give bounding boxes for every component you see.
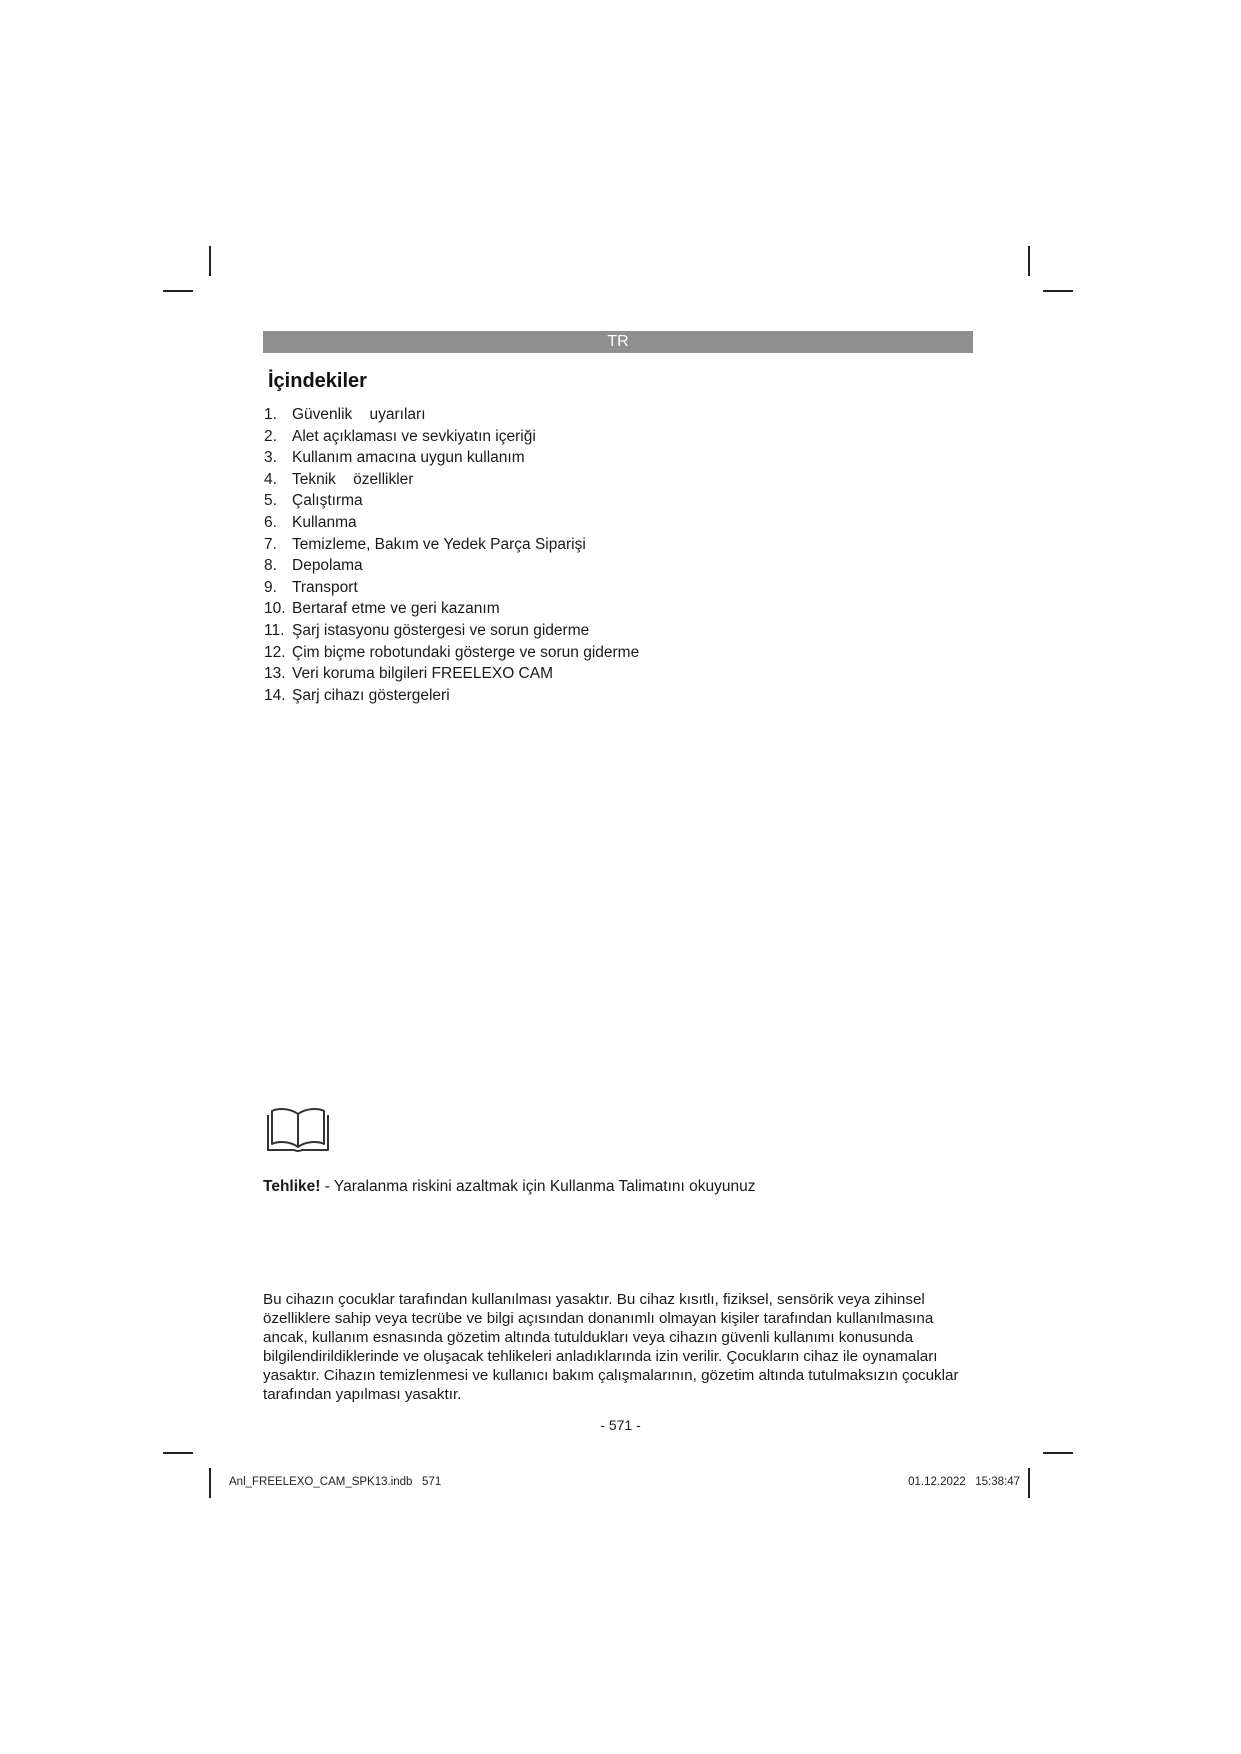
toc-item[interactable]: 14. Şarj cihazı göstergeleri xyxy=(264,686,450,704)
warning-message: - Yaralanma riskini azaltmak için Kullanma Talimatını okuyunuz xyxy=(320,1178,756,1195)
toc-item[interactable]: 11. Şarj istasyonu göstergesi ve sorun giderme xyxy=(264,621,590,639)
toc-item[interactable]: 4. Teknik özellikler xyxy=(264,470,414,488)
toc-item[interactable]: 2. Alet açıklaması ve sevkiyatın içeriği xyxy=(264,427,536,445)
crop-mark xyxy=(209,246,211,276)
crop-mark xyxy=(163,290,193,292)
crop-mark xyxy=(1028,1468,1030,1498)
book-icon xyxy=(266,1106,330,1152)
crop-mark xyxy=(1043,290,1073,292)
footer-timestamp: 01.12.2022 15:38:47 xyxy=(908,1476,1020,1488)
toc-item[interactable]: 10. Bertaraf etme ve geri kazanım xyxy=(264,600,500,618)
crop-mark xyxy=(1028,246,1030,276)
crop-mark xyxy=(209,1468,211,1498)
toc-item[interactable]: 5. Çalıştırma xyxy=(264,492,363,510)
footer-file-name: Anl_FREELEXO_CAM_SPK13.indb 571 xyxy=(229,1476,442,1488)
toc-item[interactable]: 8. Depolama xyxy=(264,557,363,575)
toc-item[interactable]: 13. Veri koruma bilgileri FREELEXO CAM xyxy=(264,665,553,683)
crop-mark xyxy=(163,1452,193,1454)
child-safety-notice: Bu cihazın çocuklar tarafından kullanılması yasaktır. Bu cihaz kısıtlı, fiziksel, sensörik veya zihinsel özelliklere sahip veya tecrübe ve bilgi açısından donanımlı olmayan kişiler tarafından kullanılmasına ancak, kullanım esnasında gözetim altında tutuldukları veya cihazın güvenli kullanımı konusunda bilgilendirildiklerinde ve oluşacak tehlikeleri anladıklarında izin verilir. Çocukların cihaz ile oynamaları yasaktır. Cihazın temizlenmesi ve kullanıcı bakım çalışmalarının, gözetim altında tutulmaksızın çocuklar tarafından yapılması yasaktır. xyxy=(263,1291,959,1403)
toc-item[interactable]: 7. Temizleme, Bakım ve Yedek Parça Siparişi xyxy=(264,535,586,553)
page-number: - 571 - xyxy=(600,1417,641,1433)
language-tag: TR xyxy=(607,333,629,350)
warning-label: Tehlike! xyxy=(263,1178,321,1195)
toc-item[interactable]: 6. Kullanma xyxy=(264,513,357,531)
toc-title: İçindekiler xyxy=(268,370,367,392)
toc-item[interactable]: 1. Güvenlik uyarıları xyxy=(264,406,426,423)
toc-item[interactable]: 12. Çim biçme robotundaki gösterge ve sorun giderme xyxy=(264,643,640,661)
crop-mark xyxy=(1043,1452,1073,1454)
warning-text xyxy=(263,1178,755,1196)
language-header-bar xyxy=(263,331,973,353)
toc-item[interactable]: 9. Transport xyxy=(264,578,358,596)
toc-item[interactable]: 3. Kullanım amacına uygun kullanım xyxy=(264,449,525,467)
table-of-contents xyxy=(264,404,639,706)
